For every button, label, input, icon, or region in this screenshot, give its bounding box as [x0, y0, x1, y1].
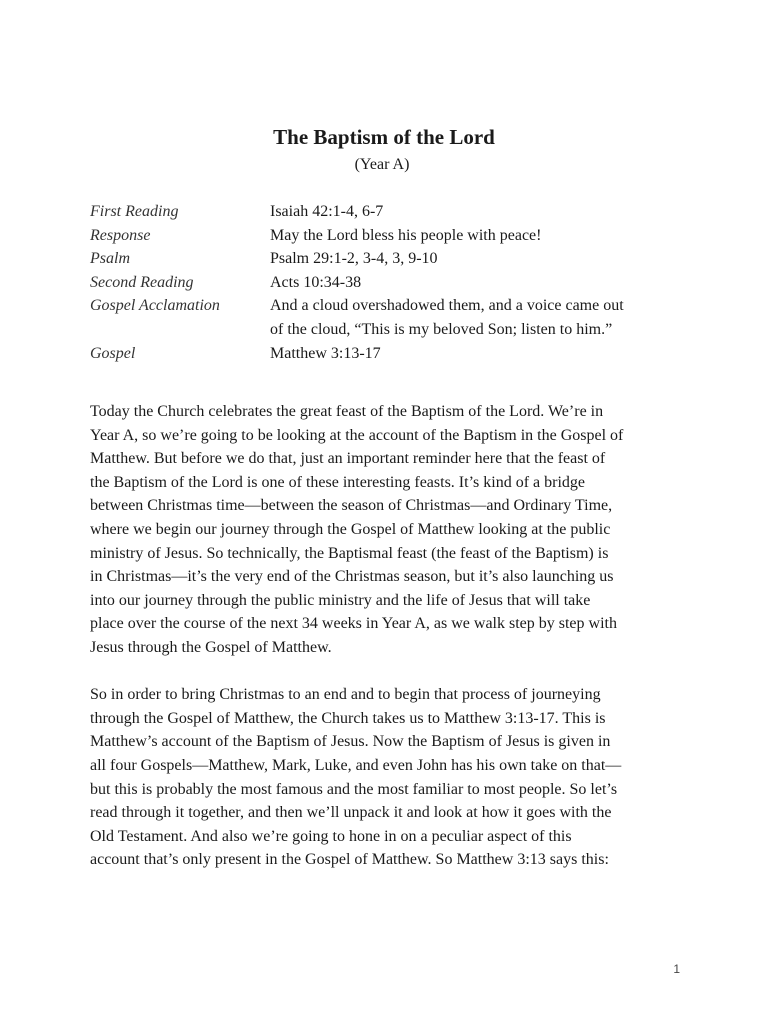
text-line: account that’s only present in the Gospel of Matthew. So Matthew 3:13 says this: [90, 851, 609, 869]
reading-row [90, 247, 690, 271]
body-text [90, 400, 680, 895]
reading-label: Gospel Acclamation [90, 297, 220, 315]
paragraph [90, 400, 680, 660]
text-line: Today the Church celebrates the great feast of the Baptism of the Lord. We’re in [90, 403, 604, 420]
text-line: Jesus through the Gospel of Matthew. [90, 638, 332, 656]
text-line: Matthew’s account of the Baptism of Jesus. Now the Baptism of Jesus is given in [90, 733, 611, 751]
reading-label: Psalm [90, 250, 130, 268]
reading-row [90, 342, 690, 366]
text-line: Year A, so we’re going to be looking at the account of the Baptism in the Gospel of [90, 426, 624, 444]
text-line: into our journey through the public ministry and the life of Jesus that will take [90, 591, 591, 609]
reading-value: And a cloud overshadowed them, and a voice came out of the cloud, “This is my beloved Son; listen to him.” [270, 297, 624, 338]
reading-row [90, 224, 690, 248]
text-line: Old Testament. And also we’re going to hone in on a peculiar aspect of this [90, 827, 572, 845]
reading-row [90, 271, 690, 295]
reading-label: Gospel [90, 344, 136, 362]
reading-value: May the Lord bless his people with peace! [270, 226, 542, 244]
reading-label: Response [90, 226, 151, 244]
reading-row [90, 200, 690, 224]
reading-label: First Reading [90, 203, 179, 220]
paragraph [90, 683, 680, 872]
text-line: but this is probably the most famous and the most familiar to most people. So let’s [90, 780, 618, 798]
reading-label: Second Reading [90, 273, 194, 291]
text-line: where we begin our journey through the Gospel of Matthew looking at the public [90, 520, 611, 538]
page-number: 1 [673, 962, 680, 976]
text-line: all four Gospels—Matthew, Mark, Luke, and even John has his own take on that— [90, 756, 622, 774]
text-line: in Christmas—it’s the very end of the Christmas season, but it’s also launching us [90, 568, 614, 586]
text-line: through the Gospel of Matthew, the Church takes us to Matthew 3:13-17. This is [90, 709, 606, 727]
text-line: place over the course of the next 34 weeks in Year A, as we walk step by step with [90, 615, 617, 633]
text-line: the Baptism of the Lord is one of these interesting feasts. It’s kind of a bridge [90, 473, 585, 491]
reading-value: Acts 10:34-38 [270, 273, 362, 291]
reading-value: Isaiah 42:1-4, 6-7 [270, 203, 384, 220]
reading-value: Psalm 29:1-2, 3-4, 3, 9-10 [270, 250, 438, 268]
text-line: So in order to bring Christmas to an end and to begin that process of journeying [90, 686, 601, 704]
text-line: read through it together, and then we’ll unpack it and look at how it goes with the [90, 804, 612, 822]
reading-value: Matthew 3:13-17 [270, 344, 381, 362]
page-title: The Baptism of the Lord [273, 125, 495, 149]
reading-row [90, 294, 690, 341]
text-line: Matthew. But before we do that, just an important reminder here that the feast of [90, 450, 606, 468]
text-line: ministry of Jesus. So technically, the Baptismal feast (the feast of the Baptism) is [90, 544, 609, 562]
page-subtitle: (Year A) [354, 156, 410, 173]
text-line: between Christmas time—between the season of Christmas—and Ordinary Time, [90, 497, 613, 515]
readings-table [90, 200, 690, 365]
